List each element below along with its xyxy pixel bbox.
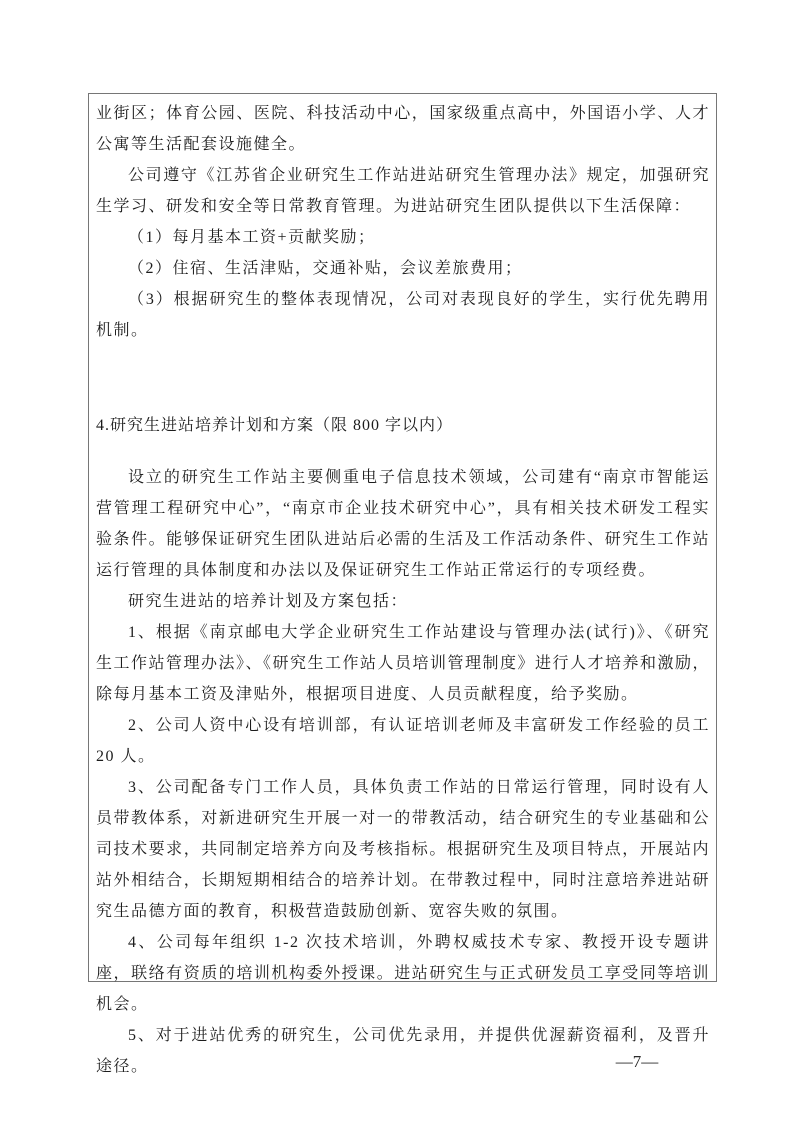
section-continued: [96, 98, 710, 346]
section4-heading: 4.研究生进站培养计划和方案（限 800 字以内）: [96, 417, 454, 434]
benefit-item: （2）住宿、生活津贴，交通补贴，会议差旅费用；: [128, 260, 523, 277]
section4-body: [96, 462, 710, 1082]
paragraph: 研究生进站的培养计划及方案包括：: [128, 593, 409, 610]
paragraph: 业街区；体育公园、医院、科技活动中心，国家级重点高中，外国语小学、人才公寓等生活配套设施健全。: [96, 105, 710, 153]
paragraph: 公司遵守《江苏省企业研究生工作站进站研究生管理办法》规定，加强研究生学习、研发和安全等日常教育管理。为进站研究生团队提供以下生活保障：: [96, 167, 710, 215]
benefit-item: （1）每月基本工资+贡献奖励；: [128, 229, 376, 246]
plan-item: 1、根据《南京邮电大学企业研究生工作站建设与管理办法(试行)》、《研究生工作站管理办法》、《研究生工作站人员培训管理制度》进行人才培养和激励，除每月基本工资及津贴外，根据项目进度、人员贡献程度，给予奖励。: [96, 624, 711, 703]
page-number: —7—: [615, 1052, 659, 1071]
benefit-item: （3）根据研究生的整体表现情况，公司对表现良好的学生，实行优先聘用机制。: [96, 291, 710, 339]
plan-item: 4、公司每年组织 1-2 次技术培训，外聘权威技术专家、教授开设专题讲座，联络有资质的培训机构委外授课。进站研究生与正式研发员工享受同等培训机会。: [96, 934, 710, 1013]
plan-item: 2、公司人资中心设有培训部，有认证培训老师及丰富研发工作经验的员工 20 人。: [96, 717, 710, 765]
plan-item: 5、对于进站优秀的研究生，公司优先录用，并提供优渥薪资福利，及晋升途径。: [96, 1027, 710, 1075]
form-table-cell: [88, 93, 717, 1075]
plan-item: 3、公司配备专门工作人员，具体负责工作站的日常运行管理，同时设有人员带教体系，对新进研究生开展一对一的带教活动，结合研究生的专业基础和公司技术要求，共同制定培养方向及考核指标。根据研究生及项目特点，开展站内站外相结合，长期短期相结合的培养计划。在带教过程中，同时注意培养进站研究生品德方面的教育，积极营造鼓励创新、宽容失败的氛围。: [96, 779, 710, 920]
paragraph: 设立的研究生工作站主要侧重电子信息技术领域，公司建有“南京市智能运营管理工程研究中心”，“南京市企业技术研究中心”，具有相关技术研发工程实验条件。能够保证研究生团队进站后必需的生活及工作活动条件、研究生工作站运行管理的具体制度和办法以及保证研究生工作站正常运行的专项经费。: [96, 469, 710, 579]
